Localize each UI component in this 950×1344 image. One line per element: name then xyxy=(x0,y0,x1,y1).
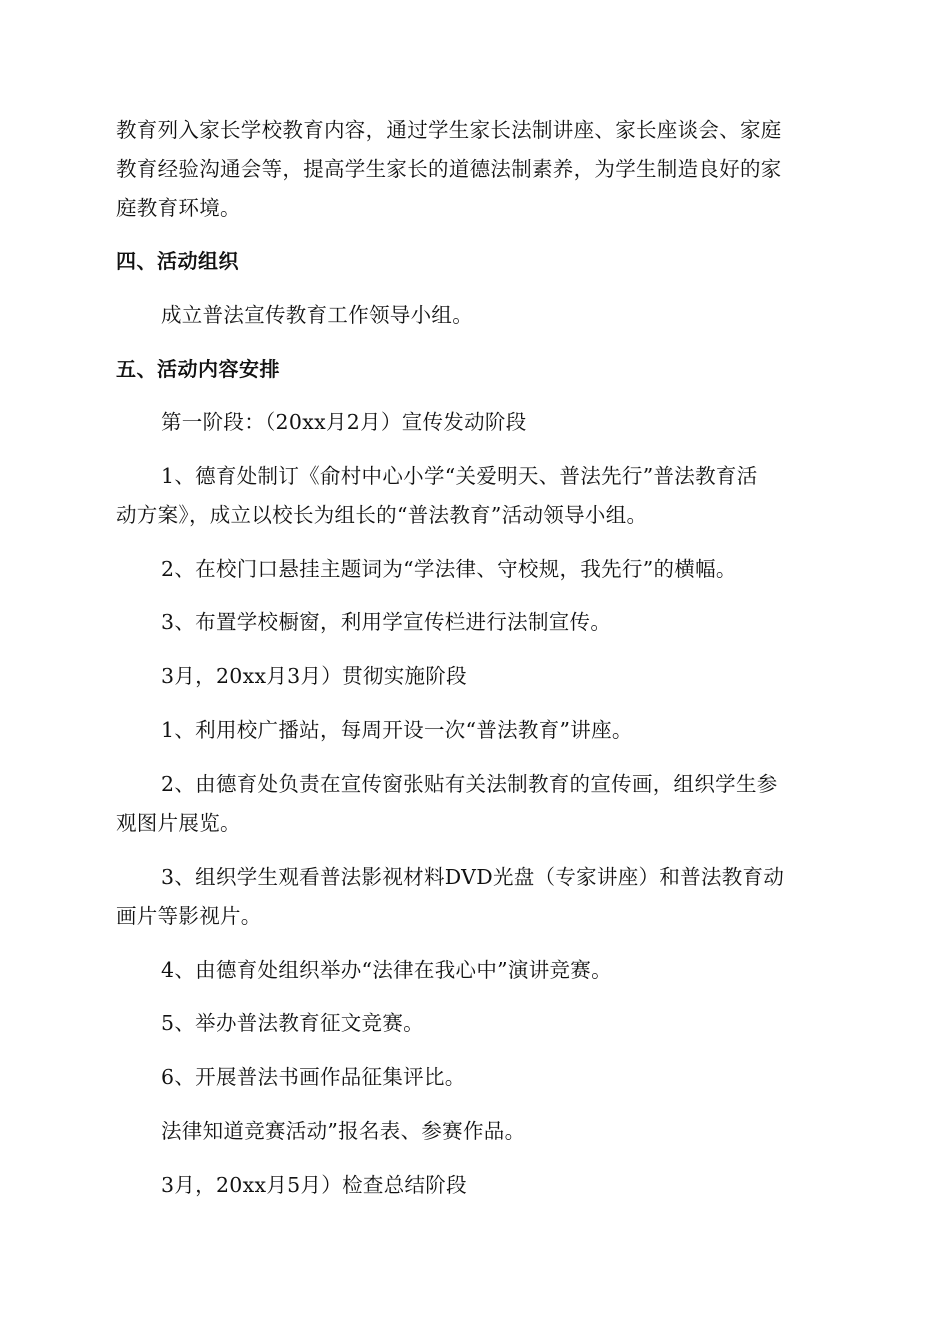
body-text-line: 教育经验沟通会等，提高学生家长的道德法制素养，为学生制造良好的家 xyxy=(116,157,782,181)
list-item-line: 3、组织学生观看普法影视材料DVD光盘（专家讲座）和普法教育动 xyxy=(161,865,785,889)
list-item-line: 动方案》，成立以校长为组长的“普法教育”活动领导小组。 xyxy=(116,503,648,527)
body-text-line: 庭教育环境。 xyxy=(116,196,241,220)
list-item-line: 3、布置学校橱窗，利用学宣传栏进行法制宣传。 xyxy=(161,610,612,634)
list-item-line: 画片等影视片。 xyxy=(116,904,262,928)
list-item-line: 1、德育处制订《俞村中心小学“关爱明天、普法先行”普法教育活 xyxy=(161,464,758,488)
list-item-line: 6、开展普法书画作品征集评比。 xyxy=(161,1065,466,1089)
list-item-line: 4、由德育处组织举办“法律在我心中”演讲竞赛。 xyxy=(161,958,612,982)
section-heading-content: 五、活动内容安排 xyxy=(116,357,280,381)
list-item-line: 观图片展览。 xyxy=(116,811,241,835)
body-text-line: 法律知道竞赛活动”报名表、参赛作品。 xyxy=(161,1119,526,1143)
list-item-line: 2、在校门口悬挂主题词为“学法律、守校规，我先行”的横幅。 xyxy=(161,557,737,581)
section-heading-organization: 四、活动组织 xyxy=(116,249,239,273)
list-item-line: 1、利用校广播站，每周开设一次“普法教育”讲座。 xyxy=(161,718,633,742)
body-text-line: 教育列入家长学校教育内容，通过学生家长法制讲座、家长座谈会、家庭 xyxy=(116,118,782,142)
stage-heading: 3月，20xx月3月）贯彻实施阶段 xyxy=(161,664,467,688)
list-item-line: 2、由德育处负责在宣传窗张贴有关法制教育的宣传画，组织学生参 xyxy=(161,772,778,796)
stage-heading: 第一阶段：（20xx月2月）宣传发动阶段 xyxy=(161,410,527,434)
body-text-line: 成立普法宣传教育工作领导小组。 xyxy=(161,303,473,327)
stage-heading: 3月，20xx月5月）检查总结阶段 xyxy=(161,1173,467,1197)
list-item-line: 5、举办普法教育征文竞赛。 xyxy=(161,1011,424,1035)
